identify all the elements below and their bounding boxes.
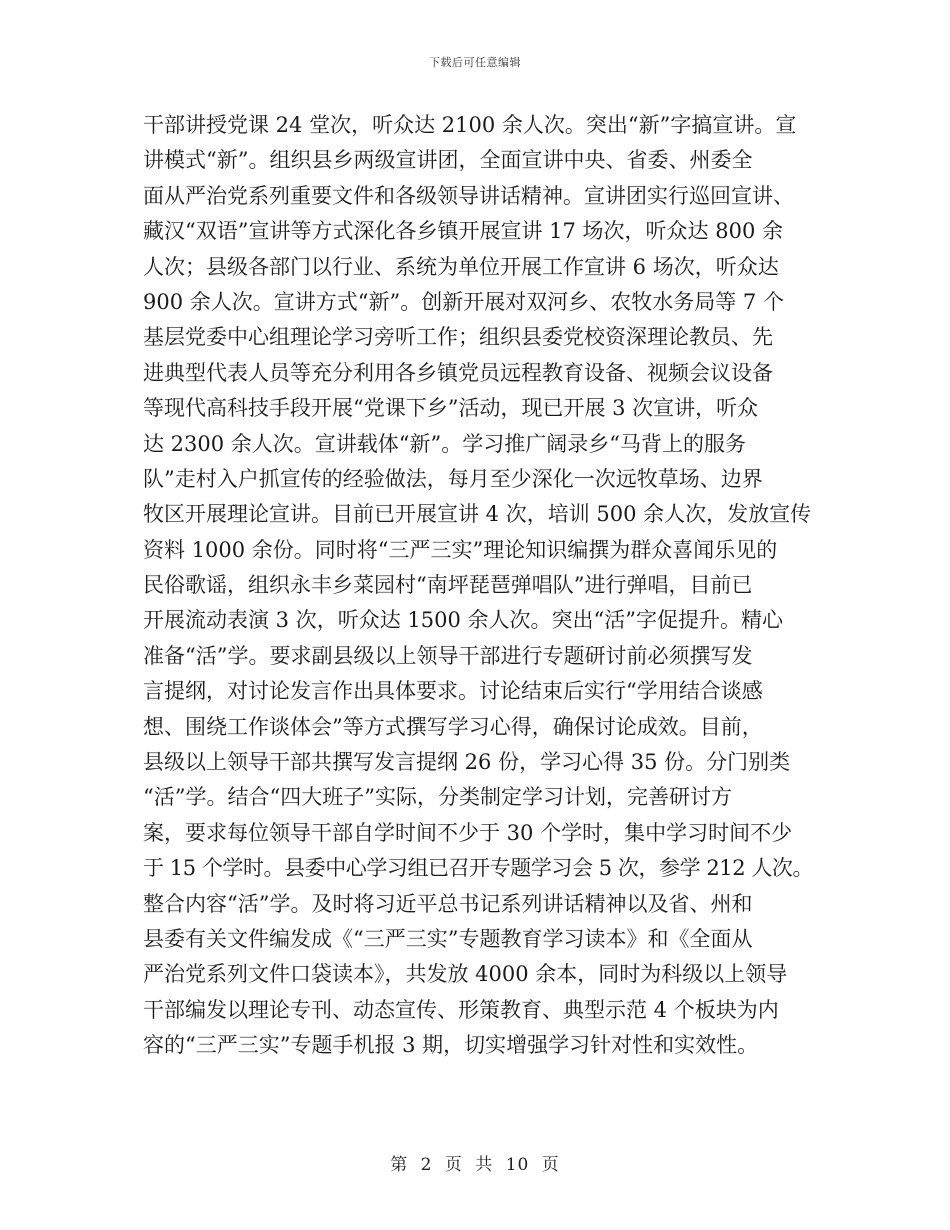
text-line: 达 2300 余人次。宣讲载体“新”。学习推广阔录乡“马背上的服务	[143, 431, 746, 456]
text-line: 整合内容“活”学。及时将习近平总书记系列讲话精神以及省、州和	[143, 891, 753, 916]
text-line: 开展流动表演 3 次，听众达 1500 余人次。突出“活”字促提升。精心	[143, 608, 783, 633]
text-line: 案，要求每位领导干部自学时间不少于 30 个学时，集中学习时间不少	[143, 820, 793, 845]
body-paragraph	[143, 108, 813, 1064]
text-line: 进典型代表人员等充分利用各乡镇党员远程教育设备、视频会议设备	[143, 360, 773, 385]
text-line: 于 15 个学时。县委中心学习组已召开专题学习会 5 次，参学 212 人次。	[143, 856, 814, 881]
text-line: 干部编发以理论专刊、动态宣传、形策教育、典型示范 4 个板块为内	[143, 997, 779, 1022]
text-line: 干部讲授党课 24 堂次，听众达 2100 余人次。突出“新”字搞宣讲。宣	[143, 113, 797, 137]
text-line: 面从严治党系列重要文件和各级领导讲话精神。宣讲团实行巡回宣讲、	[143, 183, 794, 208]
text-line: 900 余人次。宣讲方式“新”。创新开展对双河乡、农牧水务局等 7 个	[143, 289, 784, 314]
page-number: 第 2 页 共 10 页	[390, 1155, 560, 1175]
text-line: “活”学。结合“四大班子”实际，分类制定学习计划，完善研讨方	[143, 785, 732, 810]
text-line: 严治党系列文件口袋读本》，共发放 4000 余本，同时为科级以上领导	[143, 962, 788, 987]
text-line: 队”走村入户抓宣传的经验做法，每月至少深化一次远牧草场、边界	[143, 466, 763, 491]
text-line: 准备“活”学。要求副县级以上领导干部进行专题研讨前必须撰写发	[143, 643, 753, 668]
text-line: 民俗歌谣，组织永丰乡菜园村“南坪琵琶弹唱队”进行弹唱，目前已	[143, 573, 753, 598]
text-line: 容的“三严三实”专题手机报 3 期，切实增强学习针对性和实效性。	[143, 1033, 759, 1058]
text-line: 县级以上领导干部共撰写发言提纲 26 份，学习心得 35 份。分门别类	[143, 750, 791, 775]
text-line: 言提纲，对讨论发言作出具体要求。讨论结束后实行“学用结合谈感	[143, 679, 763, 704]
text-line: 藏汉“双语”宣讲等方式深化各乡镇开展宣讲 17 场次，听众达 800 余	[143, 219, 783, 244]
text-line: 县委有关文件编发成《“三严三实”专题教育学习读本》和《全面从	[143, 926, 753, 951]
text-line: 讲模式“新”。组织县乡两级宣讲团，全面宣讲中央、省委、州委全	[143, 148, 753, 173]
text-line: 牧区开展理论宣讲。目前已开展宣讲 4 次，培训 500 余人次，发放宣传	[143, 502, 812, 527]
page-header-note: 下载后可任意编辑	[429, 56, 521, 69]
text-line: 资料 1000 余份。同时将“三严三实”理论知识编撰为群众喜闻乐见的	[143, 537, 778, 562]
text-line: 人次；县级各部门以行业、系统为单位开展工作宣讲 6 场次，听众达	[143, 254, 779, 279]
text-line: 等现代高科技手段开展“党课下乡”活动，现已开展 3 次宣讲，听众	[143, 396, 759, 421]
text-line: 基层党委中心组理论学习旁听工作；组织县委党校资深理论教员、先	[143, 325, 773, 350]
text-line: 想、围绕工作谈体会”等方式撰写学习心得，确保讨论成效。目前，	[143, 714, 763, 739]
